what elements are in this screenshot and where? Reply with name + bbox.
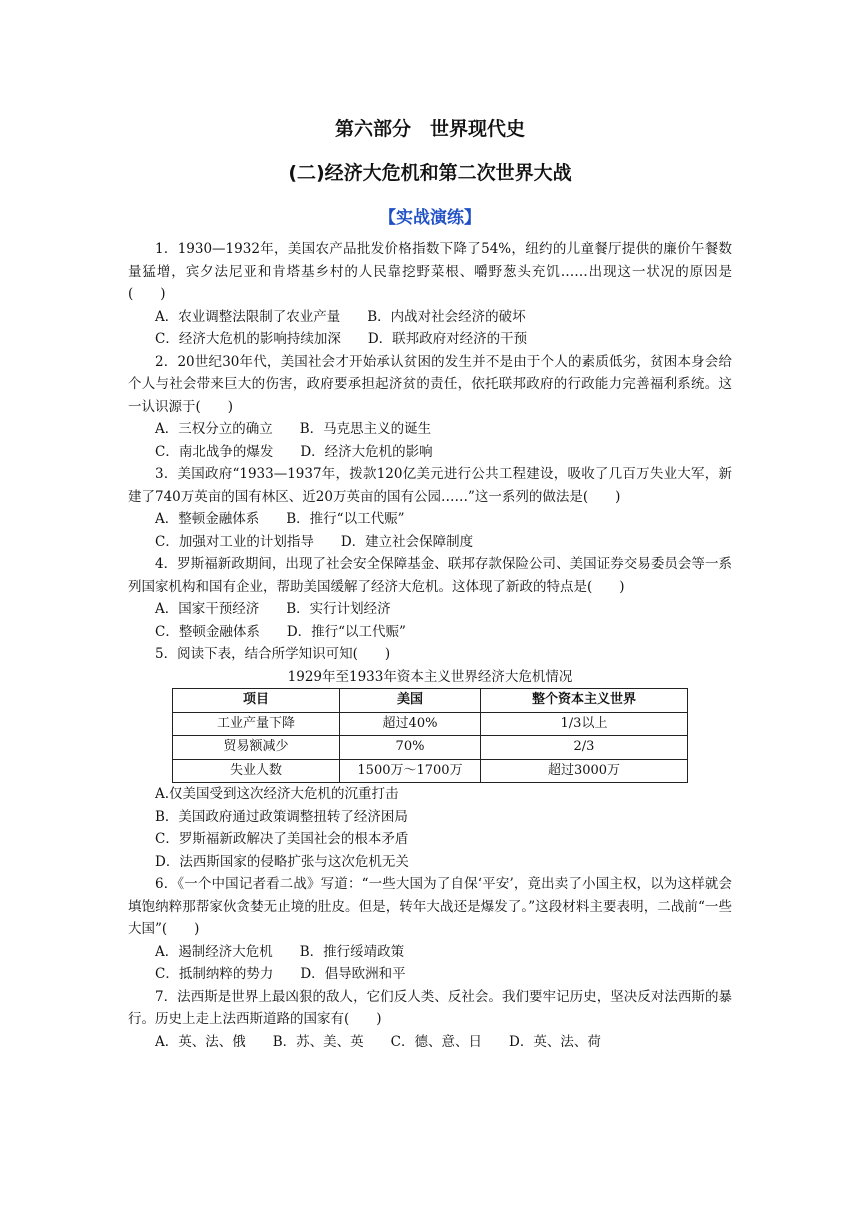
table-cell: 失业人数	[173, 759, 340, 783]
table-cell: 超过40%	[340, 712, 481, 736]
table-row	[173, 712, 688, 736]
question-7-options: A．英、法、俄 B．苏、美、英 C．德、意、日 D．英、法、荷	[155, 1033, 601, 1050]
question-6-options-ab: A．遏制经济大危机 B．推行绥靖政策	[155, 943, 405, 960]
table-cell: 贸易额减少	[173, 736, 340, 760]
chapter-title: (二)经济大危机和第二次世界大战	[288, 162, 572, 184]
table-caption: 1929年至1933年资本主义世界经济大危机情况	[287, 668, 573, 685]
question-2-options-ab: A．三权分立的确立 B．马克思主义的诞生	[155, 421, 432, 437]
table-cell: 超过3000万	[481, 759, 688, 783]
question-7-stem: 7．法西斯是世界上最凶狠的敌人，它们反人类、反社会。我们要牢记历史，坚决反对法西斯的暴行。历史上走上法西斯道路的国家有( )	[128, 988, 732, 1027]
question-1-options-ab: A．农业调整法限制了农业产量 B．内战对社会经济的破坏	[155, 308, 526, 325]
table-header-cell: 项目	[173, 689, 340, 713]
table-cell: 2/3	[481, 736, 688, 760]
question-5-option-a: A.仅美国受到这次经济大危机的沉重打击	[155, 786, 399, 802]
question-list	[128, 238, 732, 1053]
part-title: 第六部分 世界现代史	[334, 118, 525, 140]
question-3-options-cd: C．加强对工业的计划指导 D．建立社会保障制度	[155, 533, 474, 550]
table-row	[173, 759, 688, 783]
crisis-data-table	[172, 688, 688, 783]
question-5-option-d: D．法西斯国家的侵略扩张与这次危机无关	[155, 853, 409, 870]
question-1-options-cd: C．经济大危机的影响持续加深 D．联邦政府对经济的干预	[155, 331, 528, 347]
question-5-stem: 5．阅读下表，结合所学知识可知( )	[155, 646, 391, 662]
question-6-stem: 6．《一个中国记者看二战》写道：“一些大国为了自保‘平安’，竟出卖了小国主权，以为这样就会填饱纳粹那帮家伙贪婪无止境的肚皮。但是，转年大战还是爆发了。”这段材料主要表明，二战前“一些大国”( )	[128, 876, 732, 937]
table-cell: 1500万～1700万	[340, 759, 481, 783]
question-5-option-b: B．美国政府通过政策调整扭转了经济困局	[155, 808, 408, 825]
question-2-options-cd: C．南北战争的爆发 D．经济大危机的影响	[155, 443, 433, 460]
table-cell: 工业产量下降	[173, 712, 340, 736]
table-row	[173, 736, 688, 760]
question-2-stem: 2．20世纪30年代，美国社会才开始承认贫困的发生并不是由于个人的素质低劣，贫困本身会给个人与社会带来巨大的伤害，政府要承担起济贫的责任，依托联邦政府的行政能力完善福利系统。这一认识源于( )	[128, 353, 732, 415]
table-header-cell: 美国	[340, 689, 481, 713]
table-header-row	[173, 689, 688, 713]
question-1-stem: 1．1930—1932年，美国农产品批发价格指数下降了54%，纽约的儿童餐厅提供的廉价午餐数量猛增，宾夕法尼亚和肯塔基乡村的人民靠挖野菜根、嚼野葱头充饥……出现这一状况的原因是( )	[128, 241, 732, 302]
section-title: 【实战演练】	[379, 208, 481, 228]
question-4-options-cd: C．整顿金融体系 D．推行“以工代赈”	[155, 623, 406, 640]
question-6-options-cd: C．抵制纳粹的势力 D．倡导欧洲和平	[155, 966, 406, 982]
question-5-option-c: C．罗斯福新政解决了美国社会的根本矛盾	[155, 831, 409, 847]
table-cell: 70%	[340, 736, 481, 760]
question-3-options-ab: A．整顿金融体系 B．推行“以工代赈”	[155, 511, 405, 527]
question-4-stem: 4．罗斯福新政期间，出现了社会安全保障基金、联邦存款保险公司、美国证券交易委员会等一系列国家机构和国有企业，帮助美国缓解了经济大危机。这体现了新政的特点是( )	[128, 556, 732, 595]
question-4-options-ab: A．国家干预经济 B．实行计划经济	[155, 601, 391, 617]
table-cell: 1/3以上	[481, 712, 688, 736]
question-3-stem: 3．美国政府“1933—1937年，拨款120亿美元进行公共工程建设，吸收了几百万失业大军，新建了740万英亩的国有林区、近20万英亩的国有公园……”这一系列的做法是( )	[128, 466, 732, 505]
table-header-cell: 整个资本主义世界	[481, 689, 688, 713]
